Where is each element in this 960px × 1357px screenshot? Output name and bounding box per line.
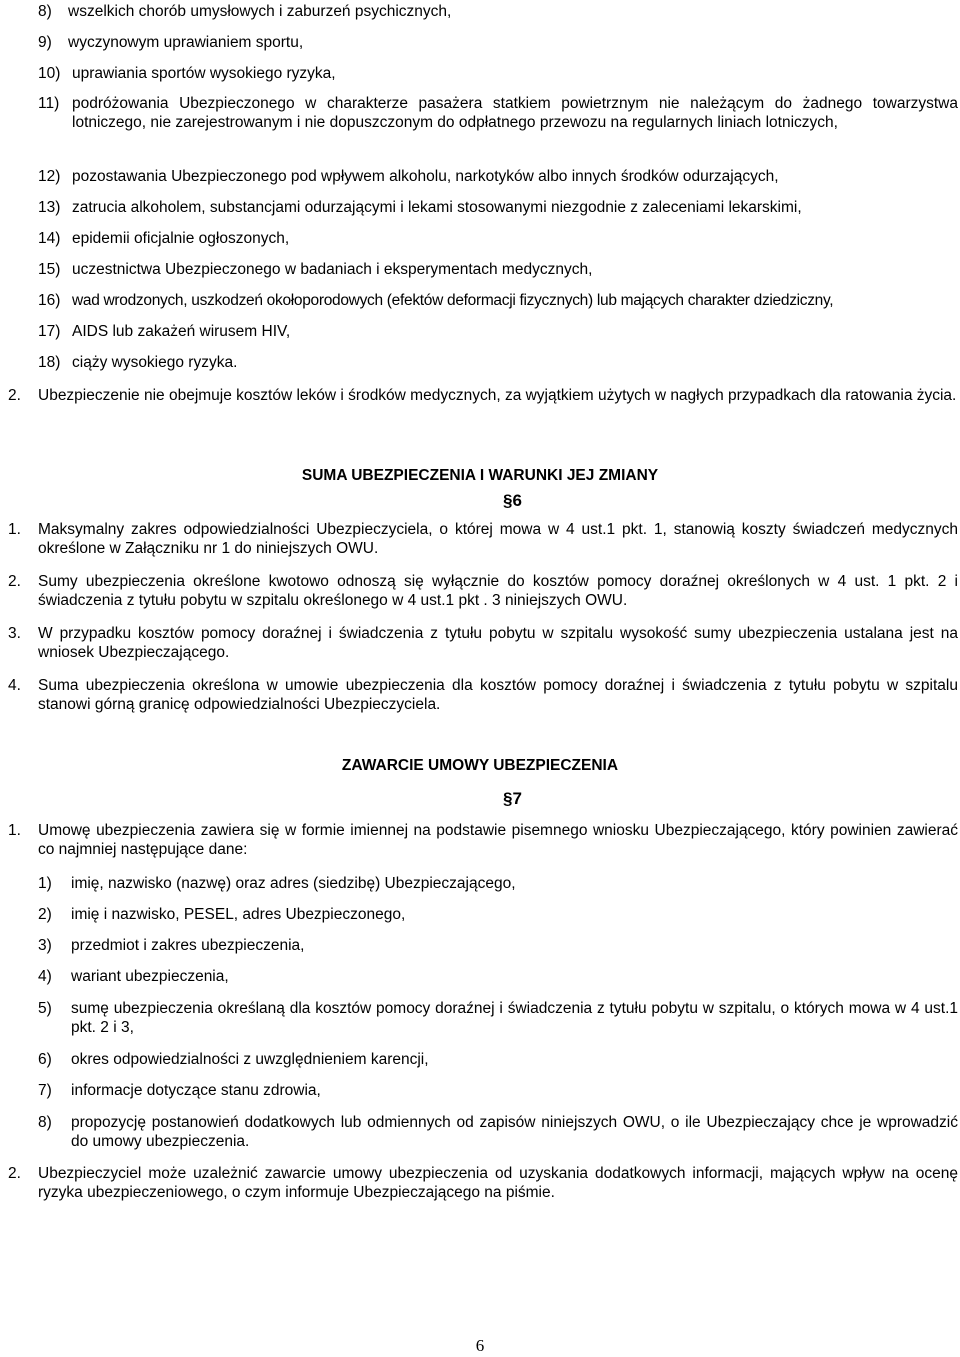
item-number: 11) xyxy=(38,95,60,112)
paragraph-number: 2. xyxy=(8,1165,21,1182)
item-text: sumę ubezpieczenia określaną dla kosztów pomocy doraźnej i świadczenia z tytułu pobytu w szpitalu, o których mowa w 4 ust.1 pkt. 2 i 3, xyxy=(71,1000,958,1036)
item-text: wad wrodzonych, uszkodzeń okołoporodowych (efektów deformacji fizycznych) lub mających charakter dziedziczny, xyxy=(72,292,834,309)
exclusion-item-9 xyxy=(38,33,958,52)
exclusion-item-13 xyxy=(38,198,958,217)
section-7-symbol: §7 xyxy=(503,789,522,808)
contract-data-item-7 xyxy=(38,1081,958,1100)
contract-data-item-1 xyxy=(38,874,958,893)
paragraph-text: Umowę ubezpieczenia zawiera się w formie imiennej na podstawie pisemnego wniosku Ubezpieczającego, który powinien zawierać co najmniej następujące dane: xyxy=(38,822,958,858)
paragraph-number: 1. xyxy=(8,822,21,839)
paragraph-text: Maksymalny zakres odpowiedzialności Ubezpieczyciela, o której mowa w 4 ust.1 pkt. 1, stanowią koszty świadczeń medycznych określone w Załączniku nr 1 do niniejszych OWU. xyxy=(38,521,958,557)
contract-data-item-6 xyxy=(38,1050,958,1069)
item-text: podróżowania Ubezpieczonego w charakterze pasażera statkiem powietrznym nie należącym do żadnego towarzystwa lotniczego, nie zarejestrowanym i nie dopuszczonym do odpłatnego przewozu na regularnych liniach lotniczych, xyxy=(72,95,958,131)
section-7-paragraph-2 xyxy=(8,1164,958,1202)
item-text: AIDS lub zakażeń wirusem HIV, xyxy=(72,323,291,340)
contract-data-item-2 xyxy=(38,905,958,924)
item-text: ciąży wysokiego ryzyka. xyxy=(72,354,238,371)
section-6-heading: SUMA UBEZPIECZENIA I WARUNKI JEJ ZMIANY xyxy=(301,467,659,484)
paragraph-number: 1. xyxy=(8,521,21,538)
item-number: 2) xyxy=(38,906,52,923)
exclusion-item-11 xyxy=(38,94,958,132)
section-6-symbol: §6 xyxy=(503,491,522,510)
exclusion-item-10 xyxy=(38,64,958,83)
item-text: imię, nazwisko (nazwę) oraz adres (siedzibę) Ubezpieczającego, xyxy=(71,875,516,892)
item-number: 17) xyxy=(38,323,61,340)
contract-data-item-5 xyxy=(38,999,958,1037)
exclusion-paragraph-2 xyxy=(8,386,958,405)
item-number: 9) xyxy=(38,34,52,51)
paragraph-text: Ubezpieczenie nie obejmuje kosztów leków i środków medycznych, za wyjątkiem użytych w nagłych przypadkach dla ratowania życia. xyxy=(38,387,957,404)
page-number: 6 xyxy=(475,1336,485,1355)
item-text: wszelkich chorób umysłowych i zaburzeń psychicznych, xyxy=(68,3,452,20)
item-number: 8) xyxy=(38,3,52,20)
item-number: 1) xyxy=(38,875,52,892)
paragraph-number: 2. xyxy=(8,573,21,590)
item-text: imię i nazwisko, PESEL, adres Ubezpieczonego, xyxy=(71,906,406,923)
section-6-paragraph-1 xyxy=(8,520,958,558)
paragraph-number: 3. xyxy=(8,625,21,642)
exclusion-item-15 xyxy=(38,260,958,279)
item-number: 4) xyxy=(38,968,52,985)
exclusion-item-17 xyxy=(38,322,958,341)
section-7-heading: ZAWARCIE UMOWY UBEZPIECZENIA xyxy=(341,757,619,774)
section-6-paragraph-3 xyxy=(8,624,958,662)
item-number: 12) xyxy=(38,168,61,185)
item-text: przedmiot i zakres ubezpieczenia, xyxy=(71,937,305,954)
paragraph-number: 4. xyxy=(8,677,21,694)
exclusion-item-14 xyxy=(38,229,958,248)
exclusion-item-16 xyxy=(38,291,958,310)
paragraph-text: Ubezpieczyciel może uzależnić zawarcie umowy ubezpieczenia od uzyskania dodatkowych informacji, mających wpływ na ocenę ryzyka ubezpieczeniowego, o czym informuje Ubezpieczającego na piśmie. xyxy=(38,1165,958,1201)
section-6-paragraph-2 xyxy=(8,572,958,610)
section-6-paragraph-4 xyxy=(8,676,958,714)
contract-data-item-4 xyxy=(38,967,958,986)
item-text: okres odpowiedzialności z uwzględnieniem karencji, xyxy=(71,1051,429,1068)
item-number: 3) xyxy=(38,937,52,954)
item-text: uczestnictwa Ubezpieczonego w badaniach i eksperymentach medycznych, xyxy=(72,261,593,278)
item-text: uprawiania sportów wysokiego ryzyka, xyxy=(72,65,336,82)
item-text: pozostawania Ubezpieczonego pod wpływem alkoholu, narkotyków albo innych środków odurzających, xyxy=(72,168,779,185)
paragraph-text: Sumy ubezpieczenia określone kwotowo odnoszą się wyłącznie do kosztów pomocy doraźnej określonych w 4 ust. 1 pkt. 2 i świadczenia z tytułu pobytu w szpitalu określonego w 4 ust.1 pkt . 3 niniejszych OWU. xyxy=(38,573,958,609)
item-text: informacje dotyczące stanu zdrowia, xyxy=(71,1082,321,1099)
paragraph-number: 2. xyxy=(8,387,21,404)
item-text: zatrucia alkoholem, substancjami odurzającymi i lekami stosowanymi niezgodnie z zaleceniami lekarskimi, xyxy=(72,199,802,216)
exclusion-item-18 xyxy=(38,353,958,372)
contract-data-item-3 xyxy=(38,936,958,955)
item-number: 18) xyxy=(38,354,61,371)
item-text: propozycję postanowień dodatkowych lub odmiennych od zapisów niniejszych OWU, o ile Ubezpieczający chce je wprowadzić do umowy ubezpieczenia. xyxy=(71,1114,958,1150)
item-number: 8) xyxy=(38,1114,52,1131)
paragraph-text: W przypadku kosztów pomocy doraźnej i świadczenia z tytułu pobytu w szpitalu wysokość sumy ubezpieczenia ustalana jest na wniosek Ubezpieczającego. xyxy=(38,625,958,661)
item-text: wariant ubezpieczenia, xyxy=(71,968,229,985)
item-text: epidemii oficjalnie ogłoszonych, xyxy=(72,230,290,247)
item-number: 13) xyxy=(38,199,61,216)
item-number: 5) xyxy=(38,1000,52,1017)
item-text: wyczynowym uprawianiem sportu, xyxy=(68,34,304,51)
item-number: 7) xyxy=(38,1082,52,1099)
item-number: 16) xyxy=(38,292,61,309)
paragraph-text: Suma ubezpieczenia określona w umowie ubezpieczenia dla kosztów pomocy doraźnej i świadczenia z tytułu pobytu w szpitalu stanowi górną granicę odpowiedzialności Ubezpieczyciela. xyxy=(38,677,958,713)
contract-data-item-8 xyxy=(38,1113,958,1151)
section-7-paragraph-1 xyxy=(8,821,958,859)
item-number: 10) xyxy=(38,65,61,82)
item-number: 14) xyxy=(38,230,61,247)
exclusion-item-8 xyxy=(38,2,958,21)
item-number: 6) xyxy=(38,1051,52,1068)
exclusion-item-12 xyxy=(38,167,958,186)
item-number: 15) xyxy=(38,261,61,278)
